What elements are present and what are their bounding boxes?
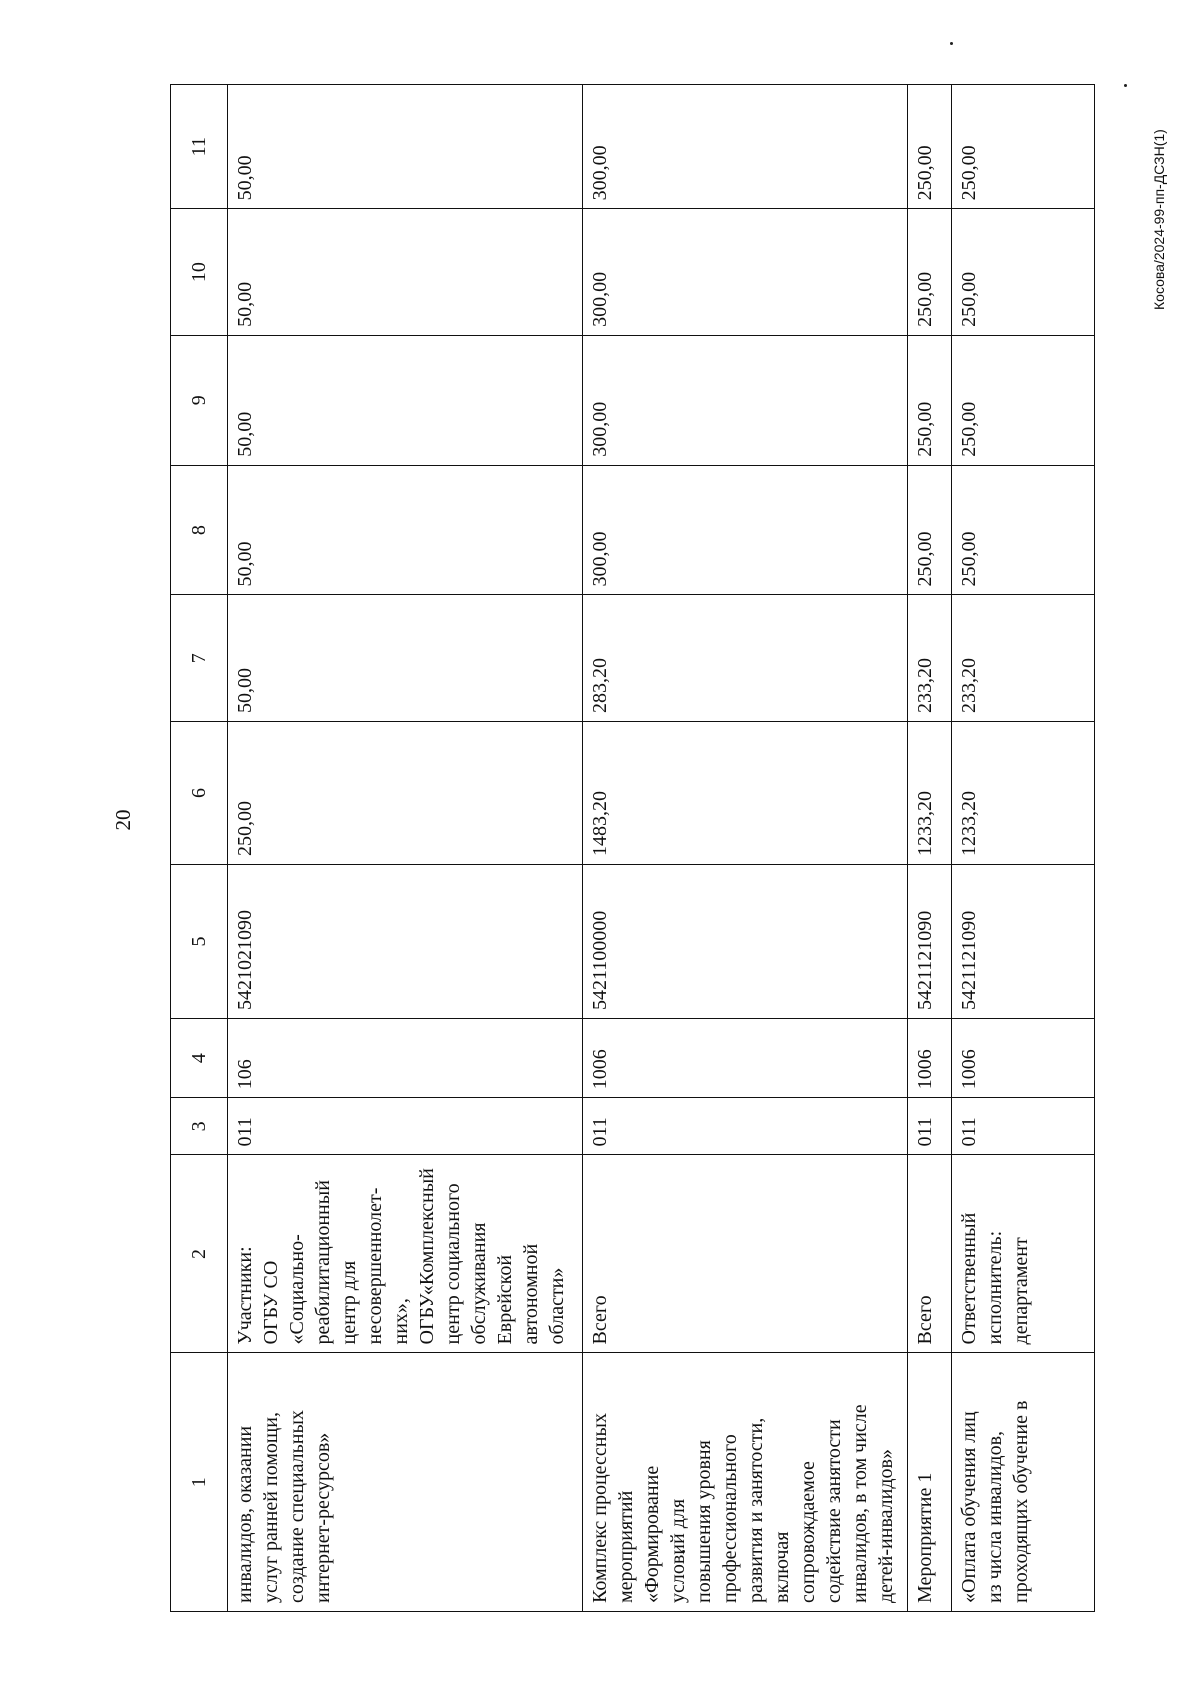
row-year-value: 250,00 [908, 335, 952, 465]
row-participants: Всего [908, 1155, 952, 1353]
row-code-section: 106 [228, 1019, 583, 1098]
row-year-value: 300,00 [583, 465, 908, 595]
row-year-value: 300,00 [583, 209, 908, 336]
column-header-9: 9 [171, 335, 228, 465]
row-code-ministry: 011 [583, 1098, 908, 1155]
budget-table [170, 84, 1095, 1612]
row-year-value: 300,00 [583, 85, 908, 209]
row-year-value: 250,00 [952, 335, 1095, 465]
row-total: 1233,20 [952, 722, 1095, 865]
row-code-ministry: 011 [952, 1098, 1095, 1155]
row-year-value: 50,00 [228, 465, 583, 595]
row-total: 1483,20 [583, 722, 908, 865]
table-row [583, 85, 908, 1612]
table-row [952, 85, 1095, 1612]
column-header-4: 4 [171, 1019, 228, 1098]
scan-speck [1124, 84, 1127, 87]
row-year-value: 300,00 [583, 335, 908, 465]
row-year-value: 50,00 [228, 85, 583, 209]
row-code-target: 5421021090 [228, 865, 583, 1019]
column-header-8: 8 [171, 465, 228, 595]
column-header-11: 11 [171, 85, 228, 209]
row-code-target: 5421100000 [583, 865, 908, 1019]
row-description: инвалидов, оказании услуг ранней помощи, создание специальных интернет-ресурсов» [228, 1353, 583, 1612]
row-year-value: 250,00 [952, 209, 1095, 336]
column-header-6: 6 [171, 722, 228, 865]
row-year-value: 250,00 [908, 465, 952, 595]
page-number: 20 [111, 809, 135, 831]
row-code-section: 1006 [952, 1019, 1095, 1098]
row-year-value: 250,00 [908, 209, 952, 336]
row-participants: Ответственный исполнитель: департамент [952, 1155, 1095, 1353]
row-year-value: 50,00 [228, 209, 583, 336]
column-header-10: 10 [171, 209, 228, 336]
row-year-value: 50,00 [228, 595, 583, 722]
row-code-ministry: 011 [908, 1098, 952, 1155]
row-code-section: 1006 [908, 1019, 952, 1098]
row-code-ministry: 011 [228, 1098, 583, 1155]
row-description: Мероприятие 1 [908, 1353, 952, 1612]
column-header-2: 2 [171, 1155, 228, 1353]
column-header-1: 1 [171, 1353, 228, 1612]
row-year-value: 283,20 [583, 595, 908, 722]
header-row [171, 85, 228, 1612]
table-row [228, 85, 583, 1612]
budget-table-rotated [170, 84, 1095, 1612]
row-participants: Всего [583, 1155, 908, 1353]
row-year-value: 50,00 [228, 335, 583, 465]
row-year-value: 233,20 [952, 595, 1095, 722]
row-code-target: 5421121090 [908, 865, 952, 1019]
row-code-section: 1006 [583, 1019, 908, 1098]
row-description: Комплекс процессных мероприятий «Формирование условий для повышения уровня профессионального развития и занятости, включая сопровождаемое содействие занятости инвалидов, в том числе детей-инвалидов» [583, 1353, 908, 1612]
column-header-3: 3 [171, 1098, 228, 1155]
column-header-5: 5 [171, 865, 228, 1019]
table-row [908, 85, 952, 1612]
row-year-value: 233,20 [908, 595, 952, 722]
row-participants: Участники: ОГБУ СО «Социально- реабилитационный центр для несовершеннолет- них», ОГБУ«Комплексный центр социального обслуживания Еврейской автономной области» [228, 1155, 583, 1353]
row-description: «Оплата обучения лиц из числа инвалидов, проходящих обучение в [952, 1353, 1095, 1612]
row-code-target: 5421121090 [952, 865, 1095, 1019]
column-header-7: 7 [171, 595, 228, 722]
row-total: 1233,20 [908, 722, 952, 865]
row-year-value: 250,00 [952, 85, 1095, 209]
document-code: Косова/2024-99-пп-ДСЗН(1) [1151, 129, 1167, 310]
row-year-value: 250,00 [908, 85, 952, 209]
row-year-value: 250,00 [952, 465, 1095, 595]
row-total: 250,00 [228, 722, 583, 865]
scan-speck [950, 42, 953, 45]
